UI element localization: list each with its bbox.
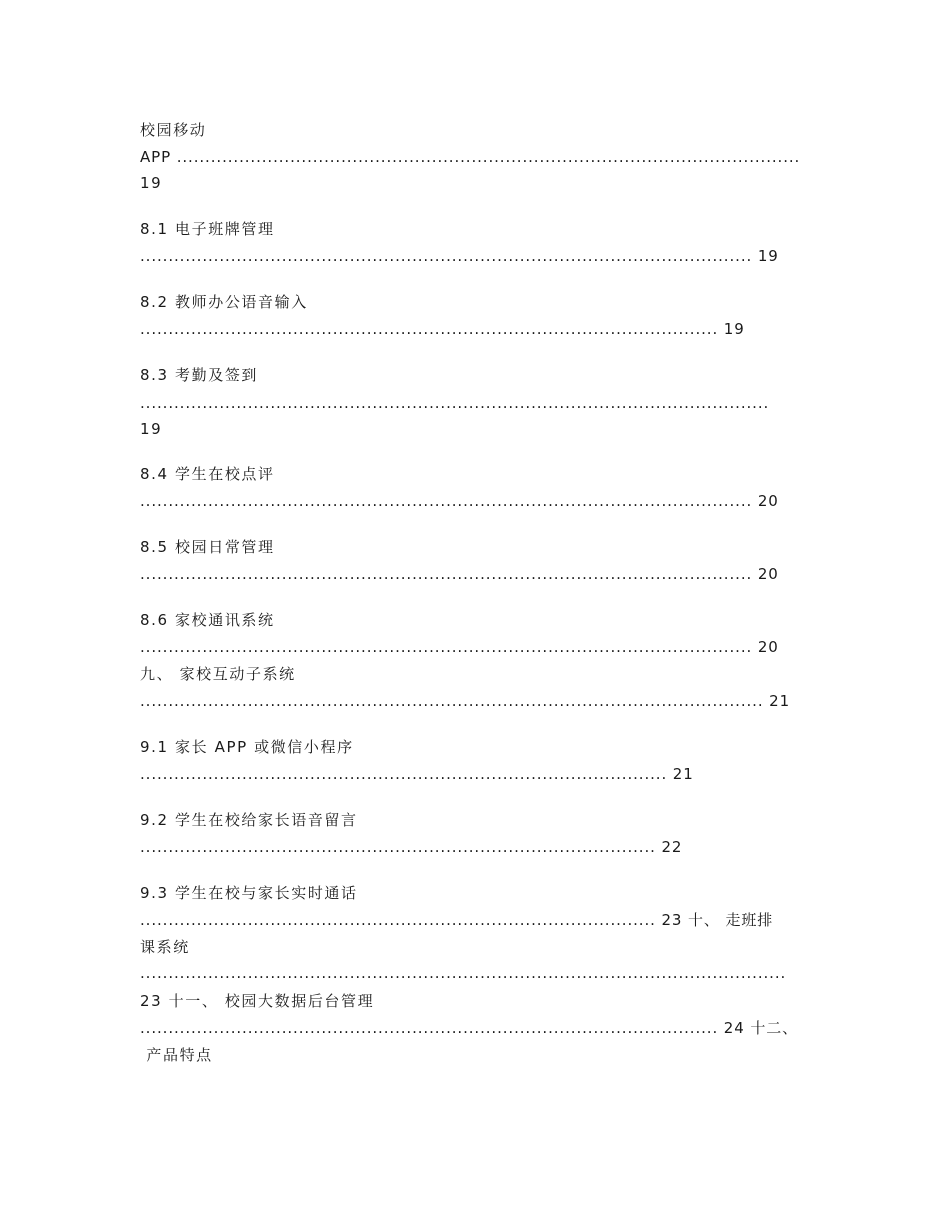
- toc-leader: ............................................................................................................ 20: [140, 638, 779, 656]
- toc-line: 校园移动: [140, 121, 207, 139]
- toc-line: 23 十一、 校园大数据后台管理: [140, 992, 375, 1010]
- toc-entry-8-2: 8.2 教师办公语音输入: [140, 293, 308, 311]
- toc-entry-9-1: 9.1 家长 APP 或微信小程序: [140, 738, 354, 756]
- toc-line: 课系统: [140, 938, 190, 956]
- toc-entry-8-1: 8.1 电子班牌管理: [140, 220, 275, 238]
- toc-leader: ...............................................................................................................: [140, 394, 770, 412]
- toc-leader: .............................................................................................................. 21: [140, 692, 791, 710]
- toc-leader: ...................................................................................................... 24 十二、: [140, 1019, 799, 1037]
- toc-entry-8-3: 8.3 考勤及签到: [140, 366, 259, 384]
- toc-entry-8-5: 8.5 校园日常管理: [140, 538, 275, 556]
- toc-line: APP ..............................................................................................................: [140, 148, 801, 166]
- toc-leader: ............................................................................................................ 20: [140, 565, 779, 583]
- toc-leader: ............................................................................................................ 20: [140, 492, 779, 510]
- toc-leader: ...................................................................................................... 19: [140, 320, 745, 338]
- toc-entry-8-6: 8.6 家校通讯系统: [140, 611, 275, 629]
- toc-entry-9-3: 9.3 学生在校与家长实时通话: [140, 884, 358, 902]
- toc-line: 产品特点: [140, 1046, 213, 1064]
- toc-leader: ........................................................................................... 23 十、 走班排: [140, 911, 774, 929]
- toc-entry-chapter-9: 九、 家校互动子系统: [140, 665, 296, 683]
- toc-leader: ..................................................................................................................: [140, 964, 787, 982]
- toc-page-number: 19: [140, 174, 163, 192]
- toc-leader: ........................................................................................... 22: [140, 838, 683, 856]
- toc-entry-8-4: 8.4 学生在校点评: [140, 465, 275, 483]
- toc-leader: ............................................................................................. 21: [140, 765, 694, 783]
- toc-leader: ............................................................................................................ 19: [140, 247, 779, 265]
- toc-entry-9-2: 9.2 学生在校给家长语音留言: [140, 811, 358, 829]
- toc-page-number: 19: [140, 420, 163, 438]
